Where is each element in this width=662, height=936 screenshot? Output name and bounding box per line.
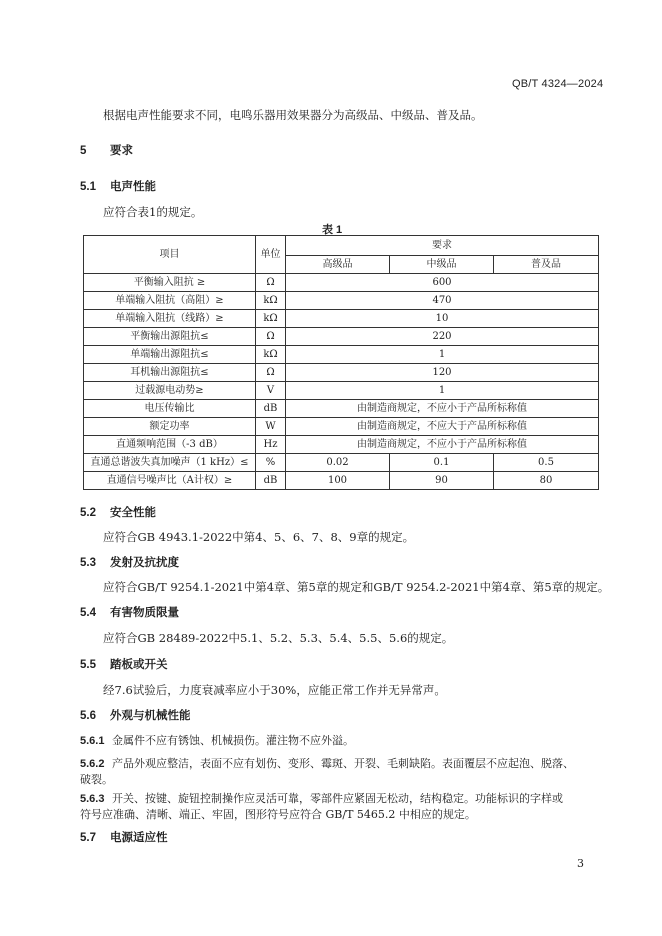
section-5-5-heading — [80, 656, 168, 672]
section-number: 5.2 — [80, 507, 96, 519]
cell-unit: V — [256, 382, 286, 400]
section-5-4-body: 应符合GB 28489-2022中5.1、5.2、5.3、5.4、5.5、5.6的规定。 — [103, 631, 454, 645]
cell-unit: kΩ — [256, 310, 286, 328]
cell-unit: W — [256, 418, 286, 436]
cell-item: 过载源电动势≥ — [84, 382, 256, 400]
table-row — [84, 274, 599, 292]
section-5-4-heading — [80, 604, 179, 620]
table-row — [84, 472, 599, 490]
table-row — [84, 328, 599, 346]
spec-table — [83, 235, 599, 490]
cell-item: 电压传输比 — [84, 400, 256, 418]
section-number: 5 — [80, 145, 87, 157]
cell-value: 1 — [286, 382, 599, 400]
section-5-7-heading — [80, 829, 168, 845]
cell-value: 10 — [286, 310, 599, 328]
cell-value-high: 100 — [286, 472, 390, 490]
cell-value: 470 — [286, 292, 599, 310]
cell-value: 由制造商规定，不应小于产品所标称值 — [286, 436, 599, 454]
table-row — [84, 346, 599, 364]
section-5-6-heading — [80, 707, 191, 723]
table-row — [84, 292, 599, 310]
table-row — [84, 310, 599, 328]
col-header-item: 项目 — [84, 236, 256, 274]
cell-item: 单端输入阻抗（高阻）≥ — [84, 292, 256, 310]
section-title: 外观与机械性能 — [110, 710, 191, 722]
section-5-heading — [80, 142, 133, 158]
section-5-3-body: 应符合GB/T 9254.1-2021中第4章、第5章的规定和GB/T 9254.2-2021中第4章、第5章的规定。 — [103, 580, 610, 594]
section-title: 要求 — [110, 145, 133, 157]
section-5-1-body: 应符合表1的规定。 — [103, 205, 203, 219]
cell-unit: kΩ — [256, 292, 286, 310]
section-5-2-body: 应符合GB 4943.1-2022中第4、5、6、7、8、9章的规定。 — [103, 530, 415, 544]
cell-unit: Ω — [256, 328, 286, 346]
cell-item: 直通信号噪声比（A计权）≥ — [84, 472, 256, 490]
table-header-row — [84, 236, 599, 256]
section-number: 5.3 — [80, 557, 96, 569]
col-header-grade-popular: 普及品 — [494, 256, 599, 274]
section-title: 踏板或开关 — [110, 659, 168, 671]
cell-item: 直通总谐波失真加噪声（1 kHz）≤ — [84, 454, 256, 472]
cell-item: 平衡输出源阻抗≤ — [84, 328, 256, 346]
section-5-1-heading — [80, 178, 156, 194]
cell-unit: Hz — [256, 436, 286, 454]
clause-number: 5.6.2 — [80, 758, 105, 770]
cell-unit: dB — [256, 472, 286, 490]
section-number: 5.6 — [80, 710, 96, 722]
cell-value: 120 — [286, 364, 599, 382]
section-5-2-heading — [80, 504, 156, 520]
clause-5-6-3 — [80, 790, 563, 806]
cell-item: 单端输入阻抗（线路）≥ — [84, 310, 256, 328]
section-number: 5.1 — [80, 181, 96, 193]
cell-unit: % — [256, 454, 286, 472]
clause-number: 5.6.3 — [80, 793, 105, 805]
section-title: 电源适应性 — [110, 832, 168, 844]
clause-body-line-1: 产品外观应整洁，表面不应有划伤、变形、霉斑、开裂、毛刺缺陷。表面覆层不应起泡、脱落、 — [112, 757, 574, 770]
section-title: 安全性能 — [110, 507, 156, 519]
cell-value: 600 — [286, 274, 599, 292]
table-row — [84, 400, 599, 418]
table-row — [84, 364, 599, 382]
page-number: 3 — [577, 857, 584, 870]
section-title: 发射及抗扰度 — [110, 557, 179, 569]
clause-5-6-2-continuation: 破裂。 — [80, 773, 113, 786]
clause-5-6-1 — [80, 732, 354, 748]
col-header-unit: 单位 — [256, 236, 286, 274]
cell-value: 1 — [286, 346, 599, 364]
table-row — [84, 382, 599, 400]
cell-item: 直通频响范围（-3 dB） — [84, 436, 256, 454]
cell-value-popular: 0.5 — [494, 454, 599, 472]
cell-unit: Ω — [256, 274, 286, 292]
cell-item: 额定功率 — [84, 418, 256, 436]
section-title: 电声性能 — [110, 181, 156, 193]
clause-body-line-1: 开关、按键、旋钮控制操作应灵活可靠，零部件应紧固无松动，结构稳定。功能标识的字样或 — [112, 792, 563, 805]
section-5-3-heading — [80, 554, 179, 570]
clause-number: 5.6.1 — [80, 735, 105, 747]
table-caption: 表 1 — [322, 224, 343, 236]
section-title: 有害物质限量 — [110, 607, 179, 619]
cell-item: 单端输出源阻抗≤ — [84, 346, 256, 364]
table-row — [84, 436, 599, 454]
clause-5-6-2 — [80, 755, 574, 771]
cell-value: 220 — [286, 328, 599, 346]
cell-item: 耳机输出源阻抗≤ — [84, 364, 256, 382]
col-header-requirement: 要求 — [286, 236, 599, 256]
section-number: 5.7 — [80, 832, 96, 844]
intro-paragraph: 根据电声性能要求不同，电鸣乐器用效果器分为高级品、中级品、普及品。 — [103, 108, 483, 122]
col-header-grade-mid: 中级品 — [390, 256, 494, 274]
cell-unit: kΩ — [256, 346, 286, 364]
cell-value-mid: 90 — [390, 472, 494, 490]
table-row — [84, 418, 599, 436]
table-row — [84, 454, 599, 472]
cell-value-high: 0.02 — [286, 454, 390, 472]
cell-value: 由制造商规定，不应小于产品所标称值 — [286, 400, 599, 418]
standard-code: QB/T 4324—2024 — [512, 78, 604, 90]
cell-value-popular: 80 — [494, 472, 599, 490]
col-header-grade-high: 高级品 — [286, 256, 390, 274]
cell-value: 由制造商规定，不应大于产品所标称值 — [286, 418, 599, 436]
section-number: 5.4 — [80, 607, 96, 619]
section-number: 5.5 — [80, 659, 96, 671]
clause-body: 金属件不应有锈蚀、机械损伤。灌注物不应外溢。 — [112, 734, 354, 747]
cell-value-mid: 0.1 — [390, 454, 494, 472]
clause-5-6-3-continuation: 符号应准确、清晰、端正、牢固，图形符号应符合 GB/T 5465.2 中相应的规定。 — [80, 808, 476, 821]
cell-unit: dB — [256, 400, 286, 418]
cell-item: 平衡输入阻抗 ≥ — [84, 274, 256, 292]
section-5-5-body: 经7.6试验后，力度衰减率应小于30%，应能正常工作并无异常声。 — [103, 683, 446, 697]
cell-unit: Ω — [256, 364, 286, 382]
